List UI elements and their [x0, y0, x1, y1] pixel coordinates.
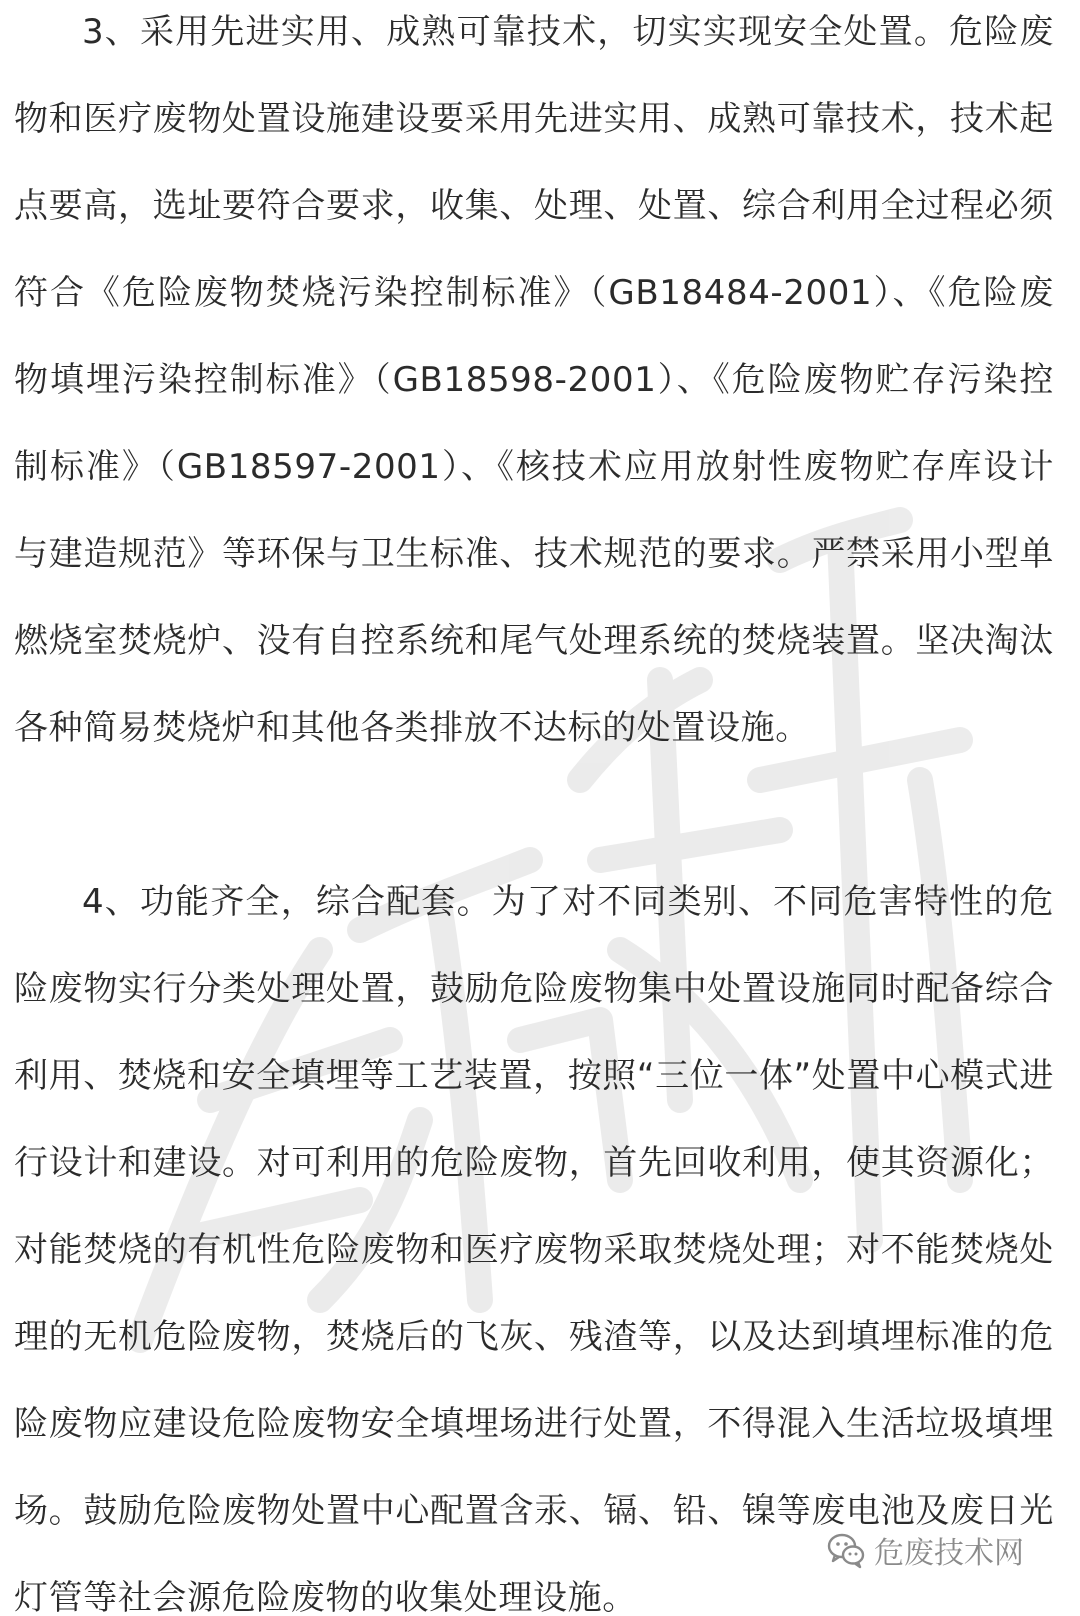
article-body [14, 0, 1054, 1616]
paragraph-3: 3、采用先进实用、成熟可靠技术，切实实现安全处置。危险废物和医疗废物处置设施建设要采用先进实用、成熟可靠技术，技术起点要高，选址要符合要求，收集、处理、处置、综合利用全过程必须符合《危险废物焚烧污染控制标准》（GB18484-2001）、《危险废物填埋污染控制标准》（GB18598-2001）、《危险废物贮存污染控制标准》（GB18597-2001）、《核技术应用放射性废物贮存库设计与建造规范》等环保与卫生标准、技术规范的要求。严禁采用小型单燃烧室焚烧炉、没有自控系统和尾气处理系统的焚烧装置。坚决淘汰各种简易焚烧炉和其他各类排放不达标的处置设施。 [14, 12, 1054, 748]
paragraph-4: 4、功能齐全，综合配套。为了对不同类别、不同危害特性的危险废物实行分类处理处置，鼓励危险废物集中处置设施同时配备综合利用、焚烧和安全填埋等工艺装置，按照“三位一体”处置中心模式进行设计和建设。对可利用的危险废物，首先回收利用，使其资源化；对能焚烧的有机性危险废物和医疗废物采取焚烧处理；对不能焚烧处理的无机危险废物，焚烧后的飞灰、残渣等，以及达到填埋标准的危险废物应建设危险废物安全填埋场进行处置，不得混入生活垃圾填埋场。鼓励危险废物处置中心配置含汞、镉、铅、镍等废电池及废日光灯管等社会源危险废物的收集处理设施。 [14, 882, 1054, 1616]
wechat-icon [826, 1530, 866, 1570]
source-name: 危废技术网 [874, 1536, 1024, 1571]
paragraph-spacer [14, 772, 1054, 859]
source-watermark [826, 1528, 1024, 1572]
